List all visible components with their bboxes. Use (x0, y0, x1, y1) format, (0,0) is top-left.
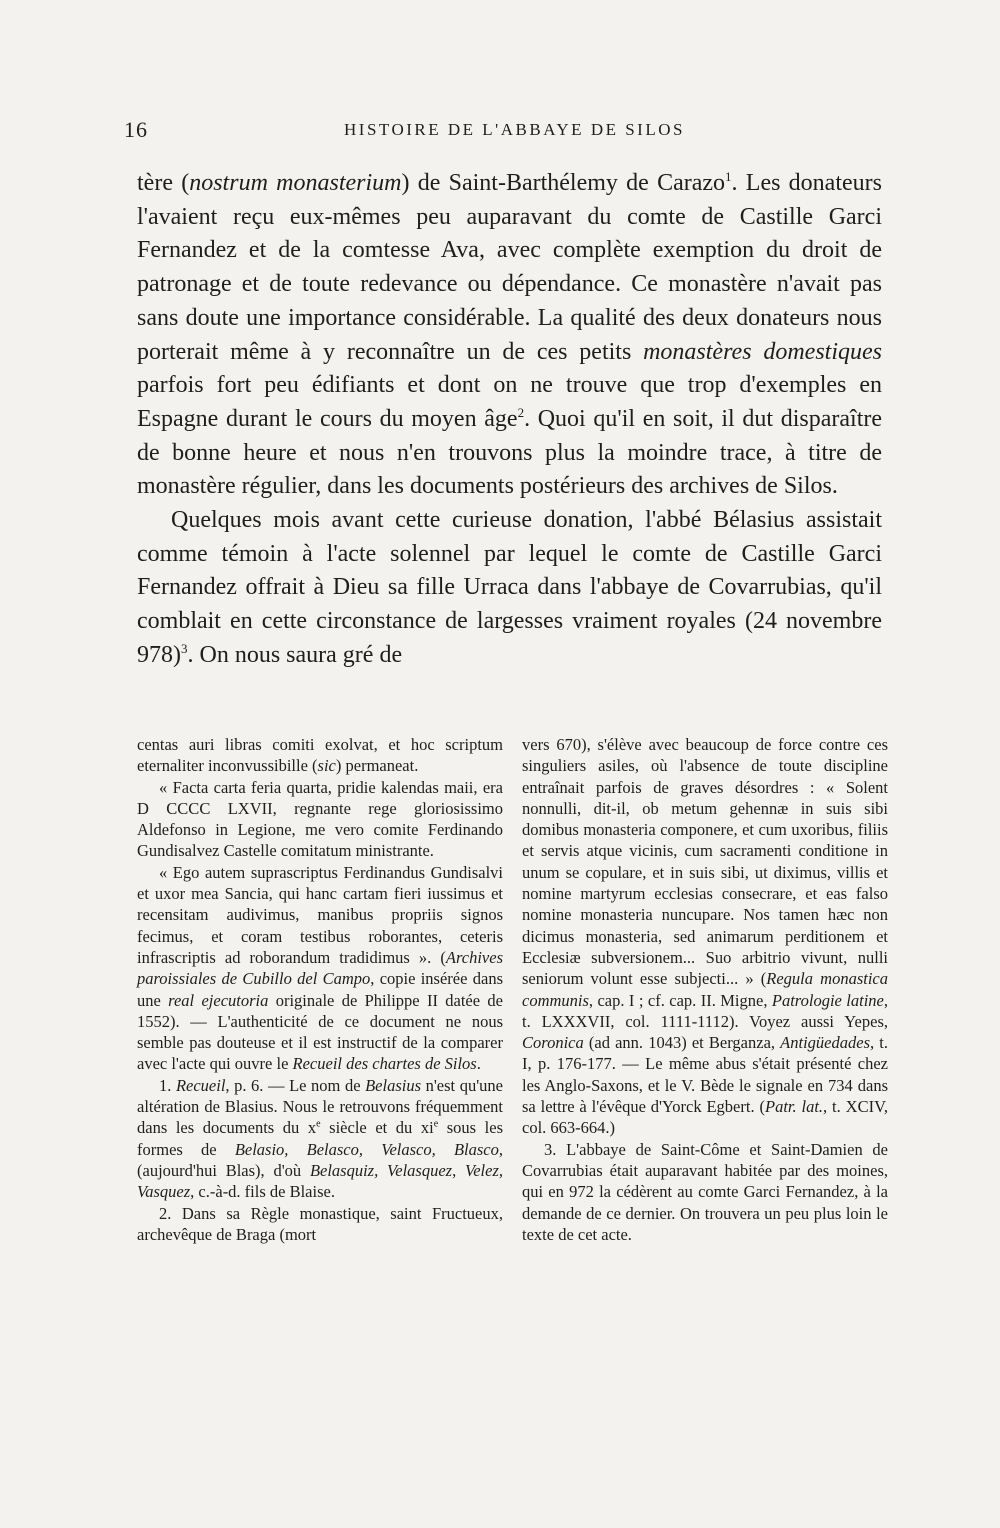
text-run: . Les donateurs l'avaient reçu eux-mêmes peu auparavant du comte de Castille Garci Fernandez et de la comtesse Ava, avec complète exemption du droit de patronage et de toute redevance ou dépendance. Ce monastère n'avait pas sans doute une importance considérable. La qualité des deux donateurs nous porterait même à y reconnaître un de ces petits (137, 170, 882, 365)
italic-phrase: Recueil (175, 1075, 226, 1095)
text-run: ) de Saint-Barthélemy de Carazo (401, 170, 726, 196)
italic-phrase: Belasius (365, 1075, 422, 1095)
italic-phrase: Belasio, Belasco, Velasco, Blasco (234, 1139, 499, 1159)
text-run: , copie insérée dans une (137, 969, 503, 1010)
footnote-ref-1: 1 (725, 169, 732, 184)
italic-phrase: Antigüedades (780, 1033, 870, 1053)
text-run: . (476, 1054, 481, 1074)
running-head (124, 117, 884, 147)
main-text (137, 167, 882, 673)
text-run: , c.-à-d. fils de Blaise. (190, 1182, 335, 1202)
superscript: e (433, 1118, 439, 1130)
text-run: Quelques mois avant cette curieuse donation, l'abbé Bélasius assistait comme témoin à l'acte solennel par lequel le comte de Castille Garci Fernandez offrait à Dieu sa fille Urraca dans l'abbaye de Covarrubias, qu'il comblait en cette circonstance de largesses vraiment royales (24 novembre 978) (137, 507, 882, 668)
text-run: (ad ann. 1043) et Berganza, (583, 1033, 781, 1053)
main-paragraph-2 (137, 504, 882, 673)
main-paragraph-1 (137, 167, 882, 504)
superscript: e (316, 1118, 321, 1130)
text-run: 1. (159, 1075, 176, 1095)
text-run: vers 670), s'élève avec beaucoup de force contre ces singuliers asiles, où l'absence de toute discipline entraînait parfois de graves désordres : « Solent nonnulli, dit-il, ob metum gehennæ in suis sibi domibus monasteria componere, et cum uxoribus, filiis et servis atque vicinis, cum sacramenti conditione in unum se copulare, et in suis sibi, ut diximus, villis et nomine martyrum ecclesias consecrare, et eas falso nomine monasteria nuncupare. Nos tamen hæc non dicimus monasteria, sed animarum perditionem et Ecclesiæ subversionem... Suo arbitrio vivunt, nulli seniorum volunt esse subjecti... » ( (522, 735, 888, 989)
footnote-1 (137, 1075, 503, 1203)
text-run: . Quoi qu'il en soit, il dut disparaître de bonne heure et nous n'en trouvons plus la moindre trace, à titre de monastère régulier, dans les documents postérieurs des archives de Silos. (137, 405, 883, 500)
italic-phrase: real ejecutoria (168, 990, 269, 1010)
footnote-2: 2. Dans sa Règle monastique, saint Fructueux, archevêque de Braga (mort (137, 1203, 503, 1244)
text-run: parfois fort peu édifiants et dont on ne trouve que trop d'exemples en Espagne durant le cours du moyen âge (137, 372, 882, 432)
page-number: 16 (124, 117, 148, 142)
text-run: n'est qu'une altération de Blasius. Nous le retrouvons fréquemment dans les documents du x (137, 1075, 504, 1138)
text-run: sous les formes de (137, 1118, 504, 1159)
text-run: originale de Philippe II datée de 1552). — L'authenticité de ce document ne nous semble pas douteuse et il est instructif de la comparer avec l'acte qui ouvre le (137, 990, 503, 1074)
text-run: . On nous saura gré de (187, 641, 403, 668)
italic-phrase: Archives paroissiales de Cubillo del Campo (137, 947, 503, 989)
italic-phrase: Recueil des chartes de Silos (292, 1054, 477, 1074)
footnotes-left-column (137, 734, 503, 1245)
running-title: HISTOIRE DE L'ABBAYE DE SILOS (344, 120, 685, 139)
footnote-ref-3: 3 (181, 640, 188, 656)
text-run: tère ( (137, 170, 190, 196)
footnote-2-continued (522, 734, 888, 1139)
italic-phrase: sic (317, 756, 336, 776)
footnote-3: 3. L'abbaye de Saint-Côme et Saint-Damien de Covarrubias était auparavant habitée par des moines, qui en 972 la cédèrent au comte Garci Fernandez, à la demande de ce dernier. On trouvera un peu plus loin le texte de cet acte. (522, 1139, 888, 1244)
italic-phrase: Coronica (522, 1033, 584, 1053)
text-run: « Ego autem suprascriptus Ferdinandus Gundisalvi et uxor mea Sancia, qui hanc cartam fieri iussimus et recensitam audivimus, manibus propriis signos fecimus, et coram testibus roborantes, ceteris infrascriptis ad roborandum tradidimus ». ( (137, 862, 503, 967)
text-run: , cap. I ; cf. cap. II. Migne, (588, 990, 772, 1010)
italic-phrase: Belasquiz, Velasquez, Velez, Vasquez (137, 1160, 503, 1202)
text-run: , p. 6. — Le nom de (225, 1075, 366, 1095)
footnotes-right-column (522, 734, 888, 1245)
italic-phrase: Patrologie latine (771, 990, 884, 1010)
footnote-paragraph: « Facta carta feria quarta, pridie kalendas maii, era D CCCC LXVII, regnante rege gloriosissimo Aldefonso in Legione, me vero comite Ferdinando Gundisalvez Castelle comitatum ministrante. (137, 777, 503, 861)
text-run: siècle et du xi (320, 1118, 434, 1138)
text-run: centas auri libras comiti exolvat, et hoc scriptum eternaliter inconvussibille ( (137, 735, 503, 776)
footnote-paragraph (137, 862, 503, 1075)
text-run: , t. XCIV, col. 663-664.) (522, 1097, 888, 1138)
text-run: ) permaneat. (335, 756, 419, 776)
italic-phrase: Patr. lat. (764, 1097, 824, 1117)
italic-phrase: Regula monastica communis (522, 969, 888, 1010)
text-run: , (aujourd'hui Blas), d'où (137, 1139, 503, 1180)
footnote-ref-2: 2 (517, 404, 525, 420)
text-run: , t. LXXXVII, col. 1111-1112). Voyez aussi Yepes, (522, 990, 888, 1031)
text-run: , t. I, p. 176-177. — Le même abus s'était présenté chez les Anglo-Saxons, et le V. Bède le signale en 734 dans sa lettre à l'évêque d'Yorck Egbert. ( (522, 1033, 888, 1117)
italic-phrase: nostrum monasterium (189, 170, 402, 196)
italic-phrase: monastères domestiques (643, 338, 882, 365)
footnote-paragraph (137, 734, 503, 777)
